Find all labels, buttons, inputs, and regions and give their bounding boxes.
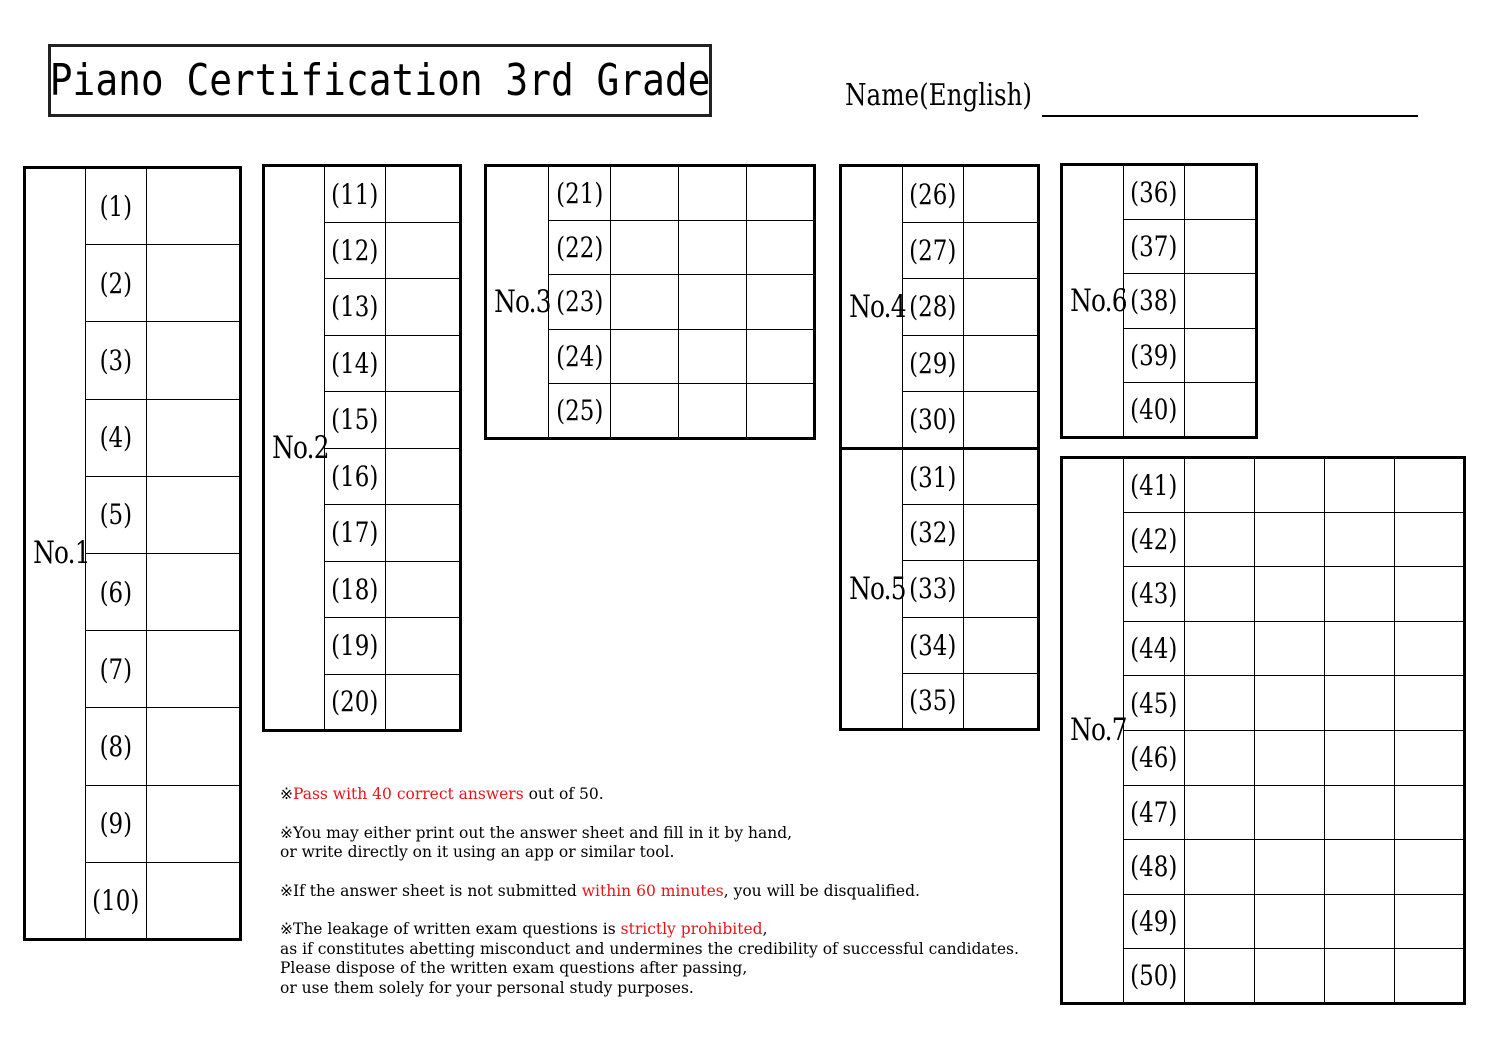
answer-cell[interactable] xyxy=(964,392,1039,449)
question-number: (9) xyxy=(86,785,147,862)
instructions xyxy=(280,785,1040,1017)
note-time-limit: ※If the answer sheet is not submitted within 60 minutes, you will be disqualified. xyxy=(280,881,920,900)
answer-cell[interactable] xyxy=(964,335,1039,392)
answer-cell[interactable] xyxy=(1395,840,1465,895)
answer-cell[interactable] xyxy=(147,785,241,862)
answer-cell[interactable] xyxy=(679,275,747,330)
question-number: (50) xyxy=(1124,949,1185,1004)
question-number: (38) xyxy=(1124,274,1185,329)
question-number: (25) xyxy=(549,384,611,439)
section-label: No.3 xyxy=(486,166,549,439)
answer-cell[interactable] xyxy=(1325,949,1395,1004)
page-title: Piano Certification 3rd Grade xyxy=(49,55,711,106)
question-number: (21) xyxy=(549,166,611,221)
answer-cell[interactable] xyxy=(1395,621,1465,676)
answer-cell[interactable] xyxy=(1325,730,1395,785)
answer-cell[interactable] xyxy=(964,505,1039,561)
answer-cell[interactable] xyxy=(386,166,461,223)
question-number: (24) xyxy=(549,329,611,384)
answer-cell[interactable] xyxy=(1395,458,1465,513)
answer-cell[interactable] xyxy=(747,275,815,330)
question-number: (10) xyxy=(86,862,147,939)
answer-cell[interactable] xyxy=(1395,676,1465,731)
answer-cell[interactable] xyxy=(679,329,747,384)
answer-cell[interactable] xyxy=(1255,949,1325,1004)
answer-cell[interactable] xyxy=(1395,894,1465,949)
answer-cell[interactable] xyxy=(1185,949,1255,1004)
question-number: (16) xyxy=(325,448,386,505)
question-number: (47) xyxy=(1124,785,1185,840)
answer-cell[interactable] xyxy=(1255,676,1325,731)
answer-cell[interactable] xyxy=(1395,949,1465,1004)
question-number: (40) xyxy=(1124,383,1185,438)
question-number: (35) xyxy=(903,673,964,729)
answer-cell[interactable] xyxy=(747,166,815,221)
question-number: (41) xyxy=(1124,458,1185,513)
question-row xyxy=(1062,458,1465,513)
answer-cell[interactable] xyxy=(964,166,1039,223)
question-number: (42) xyxy=(1124,512,1185,567)
question-number: (29) xyxy=(903,335,964,392)
question-number: (7) xyxy=(86,631,147,708)
answer-cell[interactable] xyxy=(611,275,679,330)
answer-cell[interactable] xyxy=(1185,676,1255,731)
answer-cell[interactable] xyxy=(679,220,747,275)
answer-cell[interactable] xyxy=(1255,730,1325,785)
question-number: (17) xyxy=(325,505,386,562)
answer-cell[interactable] xyxy=(1395,730,1465,785)
answer-cell[interactable] xyxy=(1395,512,1465,567)
answer-cell[interactable] xyxy=(1185,730,1255,785)
answer-cell[interactable] xyxy=(386,335,461,392)
answer-cell[interactable] xyxy=(147,476,241,553)
answer-cell[interactable] xyxy=(747,384,815,439)
question-number: (27) xyxy=(903,222,964,279)
answer-cell[interactable] xyxy=(1255,512,1325,567)
name-label: Name(English) xyxy=(845,78,1033,113)
answer-cell[interactable] xyxy=(1325,621,1395,676)
section-label: No.2 xyxy=(264,166,325,731)
answer-cell[interactable] xyxy=(386,448,461,505)
answer-cell[interactable] xyxy=(386,392,461,449)
question-number: (20) xyxy=(325,674,386,731)
question-number: (5) xyxy=(86,476,147,553)
answer-cell[interactable] xyxy=(1185,840,1255,895)
answer-cell[interactable] xyxy=(1325,840,1395,895)
answer-cell[interactable] xyxy=(1185,894,1255,949)
question-row xyxy=(264,166,461,223)
answer-cell[interactable] xyxy=(147,553,241,630)
answer-cell[interactable] xyxy=(1185,328,1257,383)
question-row xyxy=(486,166,815,221)
section-no1 xyxy=(23,166,242,941)
answer-cell[interactable] xyxy=(1255,621,1325,676)
answer-cell[interactable] xyxy=(964,617,1039,673)
question-row xyxy=(25,168,241,245)
answer-cell[interactable] xyxy=(1185,165,1257,220)
question-number: (23) xyxy=(549,275,611,330)
answer-cell[interactable] xyxy=(386,674,461,731)
answer-cell[interactable] xyxy=(386,505,461,562)
answer-cell[interactable] xyxy=(1255,840,1325,895)
question-number: (1) xyxy=(86,168,147,245)
answer-cell[interactable] xyxy=(1185,274,1257,329)
answer-cell[interactable] xyxy=(147,708,241,785)
answer-cell[interactable] xyxy=(964,449,1039,505)
question-number: (33) xyxy=(903,561,964,617)
answer-cell[interactable] xyxy=(1255,894,1325,949)
answer-cell[interactable] xyxy=(964,279,1039,336)
question-number: (49) xyxy=(1124,894,1185,949)
answer-cell[interactable] xyxy=(1185,383,1257,438)
section-no6 xyxy=(1060,163,1258,439)
question-number: (6) xyxy=(86,553,147,630)
section-no7 xyxy=(1060,456,1466,1005)
question-number: (45) xyxy=(1124,676,1185,731)
section-label: No.7 xyxy=(1062,458,1124,1004)
section-no4 xyxy=(839,164,1040,450)
question-number: (43) xyxy=(1124,567,1185,622)
section-no5 xyxy=(839,447,1040,731)
question-number: (48) xyxy=(1124,840,1185,895)
question-row xyxy=(1062,165,1257,220)
answer-cell[interactable] xyxy=(147,245,241,322)
answer-cell[interactable] xyxy=(1395,567,1465,622)
question-number: (34) xyxy=(903,617,964,673)
section-no3 xyxy=(484,164,816,440)
answer-cell[interactable] xyxy=(1395,785,1465,840)
answer-cell[interactable] xyxy=(147,631,241,708)
question-number: (26) xyxy=(903,166,964,223)
question-number: (37) xyxy=(1124,219,1185,274)
answer-cell[interactable] xyxy=(147,168,241,245)
section-label: No.5 xyxy=(841,449,903,730)
answer-cell[interactable] xyxy=(747,329,815,384)
section-label: No.6 xyxy=(1062,165,1124,438)
title-box xyxy=(48,44,712,117)
answer-cell[interactable] xyxy=(611,166,679,221)
answer-cell[interactable] xyxy=(1185,567,1255,622)
answer-cell[interactable] xyxy=(1325,894,1395,949)
answer-cell[interactable] xyxy=(147,862,241,939)
section-label: No.4 xyxy=(841,166,903,449)
question-number: (31) xyxy=(903,449,964,505)
section-no2 xyxy=(262,164,462,732)
answer-cell[interactable] xyxy=(147,399,241,476)
answer-cell[interactable] xyxy=(1255,567,1325,622)
answer-cell[interactable] xyxy=(1185,621,1255,676)
answer-cell[interactable] xyxy=(1255,458,1325,513)
answer-cell[interactable] xyxy=(611,329,679,384)
question-number: (15) xyxy=(325,392,386,449)
answer-cell[interactable] xyxy=(1325,785,1395,840)
answer-cell[interactable] xyxy=(964,222,1039,279)
answer-cell[interactable] xyxy=(1185,219,1257,274)
section-label: No.1 xyxy=(25,168,86,940)
answer-cell[interactable] xyxy=(611,384,679,439)
answer-cell[interactable] xyxy=(679,384,747,439)
note-pass: ※Pass with 40 correct answers out of 50. xyxy=(280,785,604,803)
answer-cell[interactable] xyxy=(386,618,461,675)
question-number: (13) xyxy=(325,279,386,336)
question-row xyxy=(841,166,1039,223)
question-number: (19) xyxy=(325,618,386,675)
answer-cell[interactable] xyxy=(147,322,241,399)
answer-cell[interactable] xyxy=(611,220,679,275)
answer-cell[interactable] xyxy=(1325,676,1395,731)
note-leakage: ※The leakage of written exam questions is strictly prohibited, as if constitutes abetting misconduct and undermines the credibility of successful candidates. Please dispose of the written exam questions after passing, or use them solely for your personal study purposes. xyxy=(280,920,1019,997)
question-number: (28) xyxy=(903,279,964,336)
answer-cell[interactable] xyxy=(1255,785,1325,840)
answer-cell[interactable] xyxy=(964,673,1039,729)
answer-cell[interactable] xyxy=(964,561,1039,617)
question-number: (44) xyxy=(1124,621,1185,676)
note-submission-method: ※You may either print out the answer sheet and fill in it by hand, or write directly on it using an app or similar tool. xyxy=(280,823,793,861)
question-number: (18) xyxy=(325,561,386,618)
question-number: (22) xyxy=(549,220,611,275)
question-number: (32) xyxy=(903,505,964,561)
question-number: (3) xyxy=(86,322,147,399)
answer-cell[interactable] xyxy=(1185,785,1255,840)
question-row xyxy=(841,449,1039,505)
answer-cell[interactable] xyxy=(1325,567,1395,622)
answer-cell[interactable] xyxy=(1325,512,1395,567)
question-number: (11) xyxy=(325,166,386,223)
question-number: (14) xyxy=(325,335,386,392)
question-number: (4) xyxy=(86,399,147,476)
answer-cell[interactable] xyxy=(386,279,461,336)
name-field[interactable] xyxy=(1042,115,1418,117)
answer-cell[interactable] xyxy=(386,222,461,279)
question-number: (36) xyxy=(1124,165,1185,220)
answer-cell[interactable] xyxy=(747,220,815,275)
answer-cell[interactable] xyxy=(679,166,747,221)
question-number: (39) xyxy=(1124,328,1185,383)
answer-cell[interactable] xyxy=(386,561,461,618)
question-number: (12) xyxy=(325,222,386,279)
answer-cell[interactable] xyxy=(1325,458,1395,513)
question-number: (46) xyxy=(1124,730,1185,785)
question-number: (30) xyxy=(903,392,964,449)
answer-cell[interactable] xyxy=(1185,512,1255,567)
question-number: (8) xyxy=(86,708,147,785)
question-number: (2) xyxy=(86,245,147,322)
answer-cell[interactable] xyxy=(1185,458,1255,513)
